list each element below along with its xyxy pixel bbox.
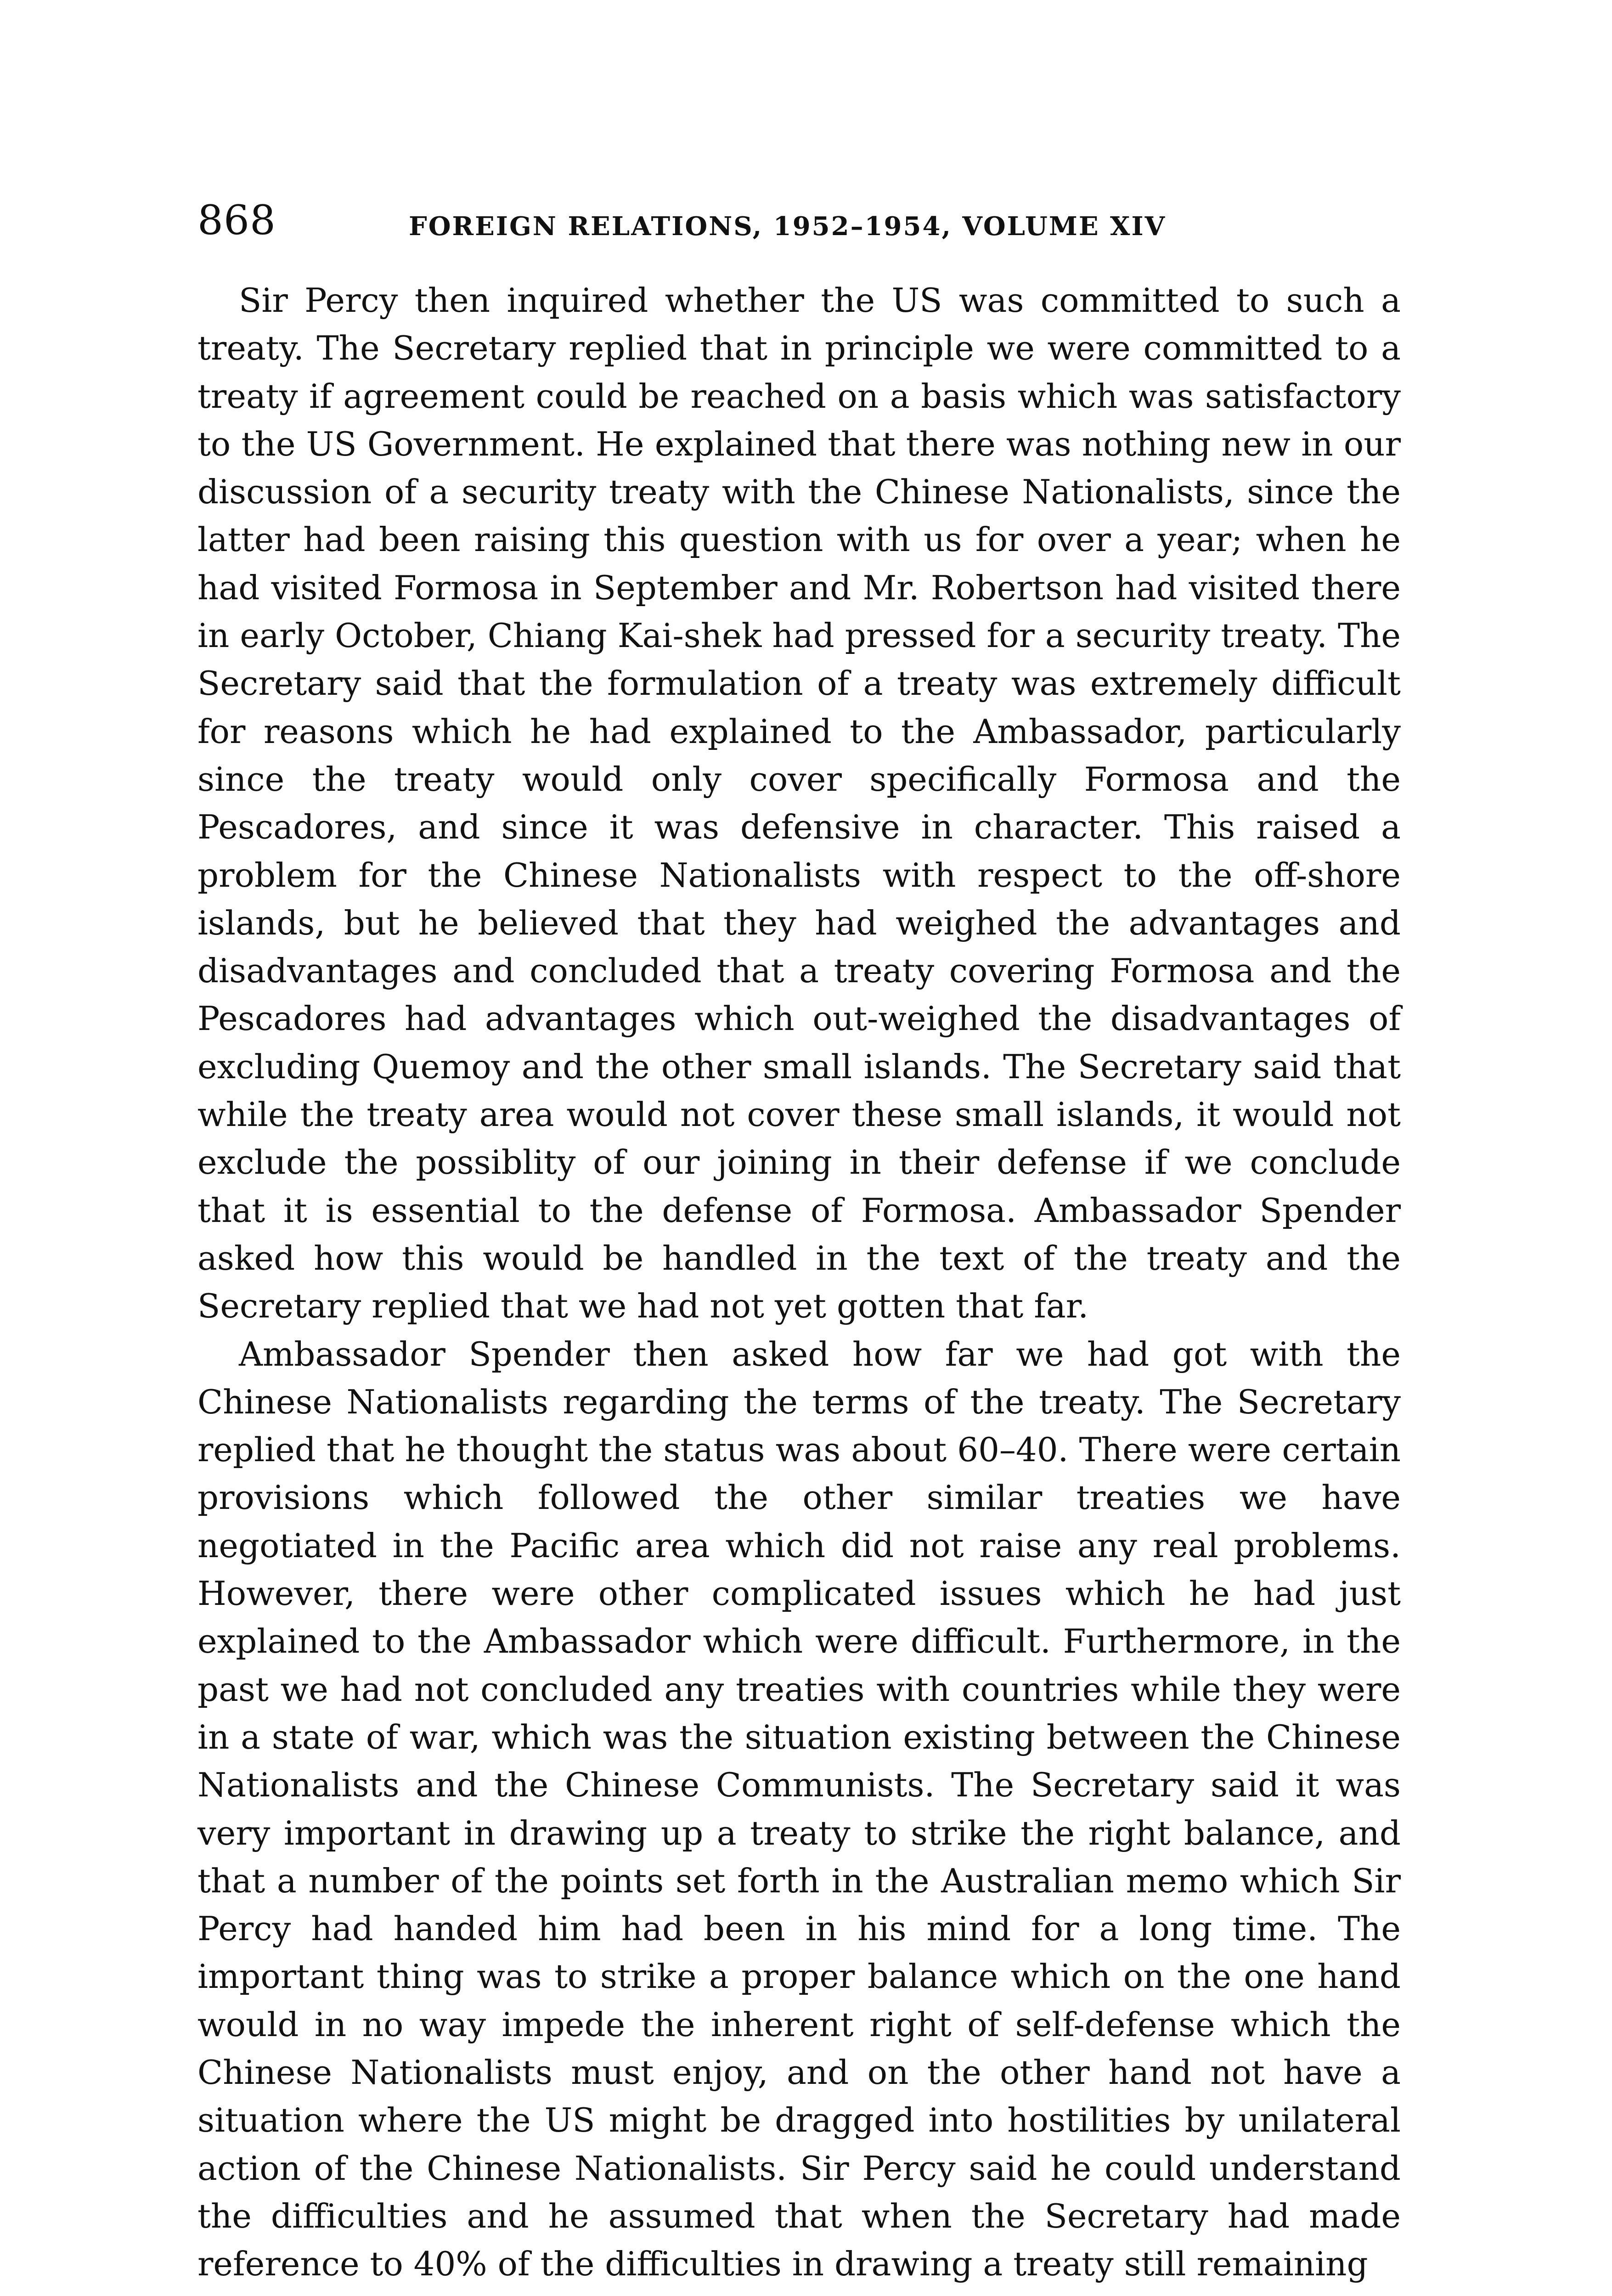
body-text bbox=[197, 276, 1401, 2288]
running-head bbox=[197, 197, 1401, 253]
paragraph-2: Ambassador Spender then asked how far we had got with the Chinese Nationalists regarding the terms of the treaty. The Secretary replied that he thought the status was about 60–40. There were certain provisions which followed the other similar treaties we have negotiated in the Pacific area which did not raise any real problems. However, there were other complicated issues which he had just explained to the Ambassador which were difficult. Furthermore, in the past we had not concluded any treaties with countries while they were in a state of war, which was the situation existing between the Chinese Nationalists and the Chinese Communists. The Secretary said it was very important in drawing up a treaty to strike the right balance, and that a number of the points set forth in the Australian memo which Sir Percy had handed him had been in his mind for a long time. The important thing was to strike a proper balance which on the one hand would in no way impede the inherent right of self-defense which the Chinese Nationalists must enjoy, and on the other hand not have a situation where the US might be dragged into hostilities by unilateral action of the Chinese Nationalists. Sir Percy said he could understand the difficulties and he assumed that when the Secretary had made reference to 40% of the difficulties in drawing a treaty still remaining bbox=[197, 1334, 1401, 2284]
page-number: 868 bbox=[197, 197, 276, 244]
paragraph-1: Sir Percy then inquired whether the US was committed to such a treaty. The Secretary replied that in principle we were committed to a treaty if agreement could be reached on a basis which was satisfactory to the US Government. He explained that there was nothing new in our discussion of a security treaty with the Chinese Nationalists, since the latter had been raising this question with us for over a year; when he had visited Formosa in September and Mr. Robertson had visited there in early October, Chiang Kai-shek had pressed for a security treaty. The Secretary said that the formulation of a treaty was extremely difficult for reasons which he had explained to the Ambassador, particularly since the treaty would only cover specifically Formosa and the Pescadores, and since it was defensive in character. This raised a problem for the Chinese Nationalists with respect to the off-shore islands, but he believed that they had weighed the advantages and disadvantages and concluded that a treaty covering Formosa and the Pescadores had advantages which out-weighed the disadvantages of excluding Quemoy and the other small islands. The Secretary said that while the treaty area would not cover these small islands, it would not exclude the possiblity of our joining in their defense if we conclude that it is essential to the defense of Formosa. Ambassador Spender asked how this would be handled in the text of the treaty and the Secretary replied that we had not yet gotten that far. bbox=[197, 281, 1401, 1326]
running-title: FOREIGN RELATIONS, 1952–1954, VOLUME XIV bbox=[409, 211, 1167, 242]
document-page bbox=[197, 197, 1401, 2288]
